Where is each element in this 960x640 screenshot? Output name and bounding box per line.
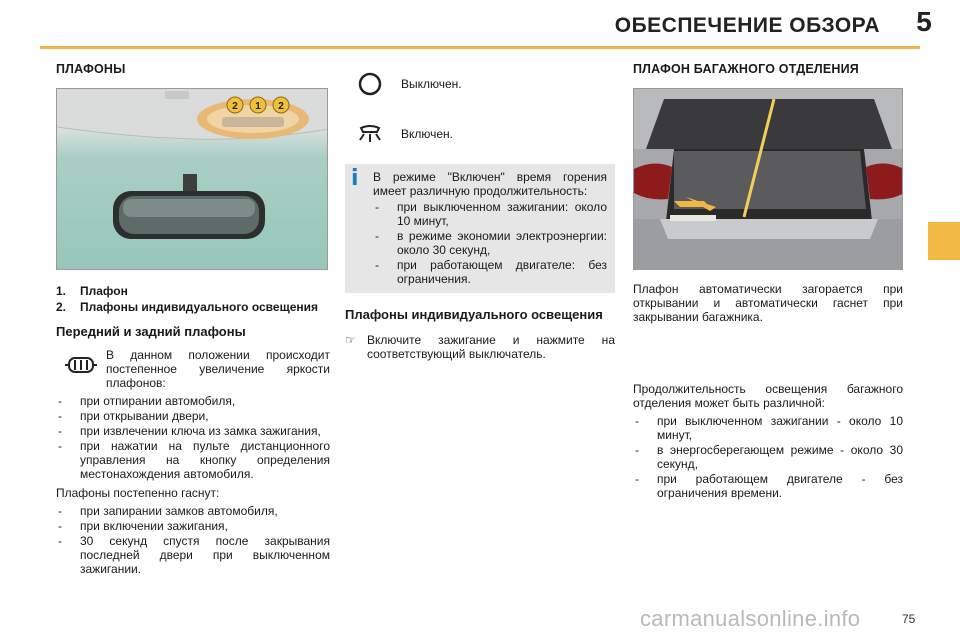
state-off-label: Выключен. xyxy=(401,77,462,91)
info-intro: В режиме "Включен" время горения имеет различную продолжительность: xyxy=(373,170,607,198)
header-rule xyxy=(40,46,920,49)
page-number: 75 xyxy=(902,612,916,626)
photo-label-2-left: 2 xyxy=(232,101,238,112)
column-left xyxy=(56,62,330,577)
list-item: - при работающем двигателе: без ограничения. xyxy=(373,258,607,286)
list-item: - при включении зажигания, xyxy=(56,519,330,533)
list-item: - при запирании замков автомобиля, xyxy=(56,504,330,518)
pointing-hand-icon: ☞ xyxy=(345,333,356,347)
info-box xyxy=(345,164,615,293)
column-right xyxy=(633,62,903,501)
boot-light-duration-intro: Продолжительность освещения багажного отделения может быть различной: xyxy=(633,382,903,410)
photo-label-1: 1 xyxy=(255,101,261,112)
fade-intro: Плафоны постепенно гаснут: xyxy=(56,486,220,500)
watermark: carmanualsonline.info xyxy=(640,606,861,631)
numbered-item: 1. Плафон xyxy=(56,284,128,298)
lamp-off-icon xyxy=(345,71,395,97)
list-item: - в энергосберегающем режиме - около 30 секунд, xyxy=(633,443,903,471)
boot-photo xyxy=(633,88,903,270)
boot-duration-list xyxy=(633,414,903,500)
page-header-title: ОБЕСПЕЧЕНИЕ ОБЗОРА xyxy=(614,14,880,37)
subheading-front-rear: Передний и задний плафоны xyxy=(56,324,246,339)
off-conditions-list xyxy=(56,504,330,576)
list-item: - при нажатии на пульте дистанционного управления на кнопку определения местонахождения автомобиля. xyxy=(56,439,330,481)
numbered-item: 2. Плафоны индивидуального освещения xyxy=(56,300,318,314)
door-lamp-icon xyxy=(56,348,106,390)
info-list xyxy=(373,200,607,286)
info-icon: i xyxy=(351,166,359,191)
instruction-text: Включите зажигание и нажмите на соответствующий выключатель. xyxy=(367,333,615,361)
list-item: - при отпирании автомобиля, xyxy=(56,394,330,408)
list-item: - в режиме экономии электроэнергии: около 30 секунд, xyxy=(373,229,607,257)
photo-label-2-right: 2 xyxy=(278,101,284,112)
chapter-side-tab xyxy=(928,222,960,260)
list-item: - при извлечении ключа из замка зажигания, xyxy=(56,424,330,438)
list-item: - при выключенном зажигании: около 10 минут, xyxy=(373,200,607,228)
lamp-on-icon xyxy=(345,122,395,146)
state-on-label: Включен. xyxy=(401,127,454,141)
boot-illustration xyxy=(634,89,903,270)
section-title-boot-light: ПЛАФОН БАГАЖНОГО ОТДЕЛЕНИЯ xyxy=(633,62,859,76)
list-item: - при открывании двери, xyxy=(56,409,330,423)
boot-light-description: Плафон автоматически загорается при открывании и автоматически гаснет при закрывании багажника. xyxy=(633,282,903,324)
list-item: - 30 секунд спустя после закрывания последней двери при выключенном зажигании. xyxy=(56,534,330,576)
on-conditions-list xyxy=(56,394,330,481)
mirror-illustration xyxy=(57,89,328,270)
list-item: - при выключенном зажигании - около 10 минут, xyxy=(633,414,903,442)
interior-mirror-photo xyxy=(56,88,328,270)
list-item: - при работающем двигателе - без ограничения времени. xyxy=(633,472,903,500)
door-mode-description: В данном положении происходит постепенное увеличение яркости плафонов: xyxy=(106,348,330,390)
subheading-individual-lights: Плафоны индивидуального освещения xyxy=(345,307,603,322)
section-title-lights: ПЛАФОНЫ xyxy=(56,62,126,76)
column-middle xyxy=(345,64,615,361)
chapter-number: 5 xyxy=(916,6,932,37)
